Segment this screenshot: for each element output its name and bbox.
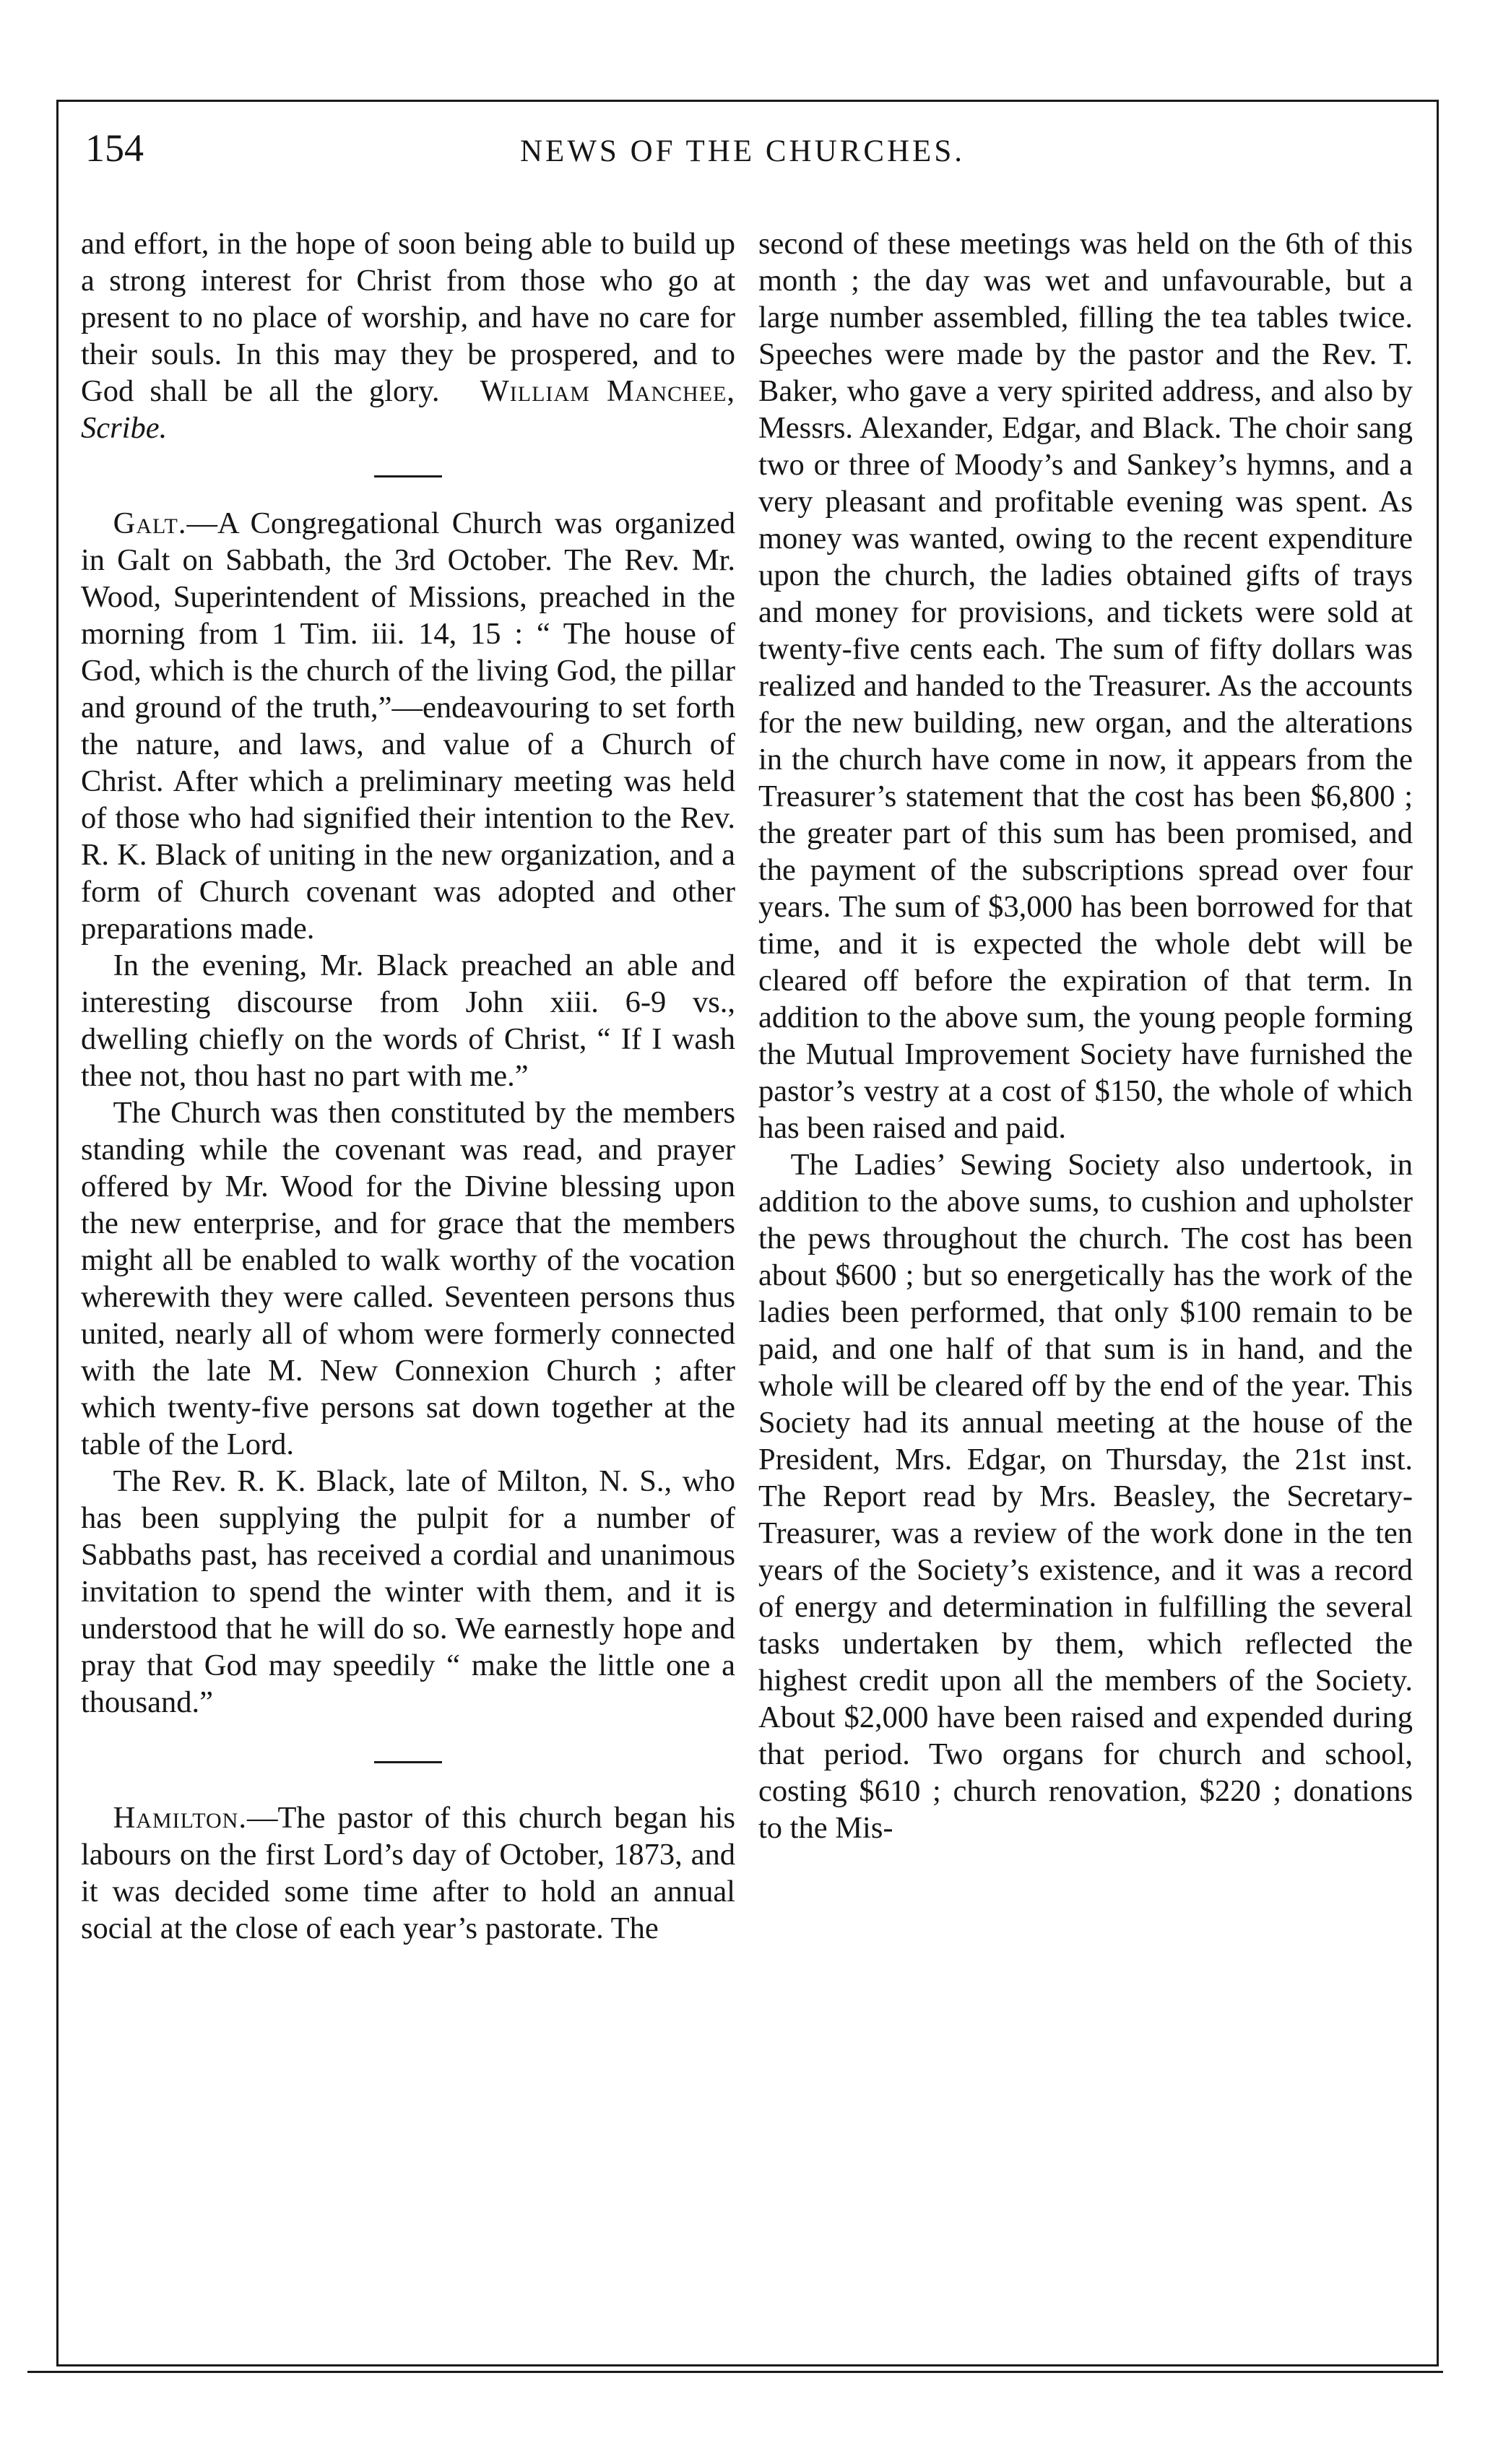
section-divider xyxy=(374,1761,442,1763)
page-number: 154 xyxy=(85,126,144,170)
galt-heading: Galt. xyxy=(113,506,187,540)
hamilton-paragraph-1 xyxy=(81,1799,735,1947)
bottom-rule xyxy=(27,2371,1443,2373)
galt-text-1: —A Congregational Church was organized in Galt on Sabbath, the 3rd October. The Rev. Mr. Wood, Superintendent of Missions, preached in the morning from 1 Tim. iii. 14, 15 : “ The house of God, which is the church of the living God, the pillar and ground of the truth,”—endeavouring to set forth the nature, and laws, and value of a Church of Christ. After which a preliminary meeting was held of those who had signified their intention to the Rev. R. K. Black of uniting in the new organization, and a form of Church covenant was adopted and other preparations made. xyxy=(81,506,735,946)
signature-role: Scribe. xyxy=(81,411,168,445)
hamilton-paragraph-2: second of these meetings was held on the 6th of this month ; the day was wet and unfavourable, but a large number assembled, filling the tea tables twice. Speeches were made by the pastor and the Rev. T. Baker, who gave a very spirited address, and also by Messrs. Alexander, Edgar, and Black. The choir sang two or three of Moody’s and Sankey’s hymns, and a very pleasant and profitable evening was spent. As money was wanted, owing to the recent expenditure upon the church, the ladies obtained gifts of trays and money for provisions, and tickets were sold at twenty-five cents each. The sum of fifty dollars was realized and handed to the Treasurer. As the accounts for the new building, new organ, and the alterations in the church have come in now, it appears from the Treasurer’s statement that the cost has been $6,800 ; the greater part of this sum has been promised, and the payment of the subscriptions spread over four years. The sum of $3,000 has been borrowed for that time, and it is expected the whole debt will be cleared off before the expiration of that term. In addition to the above sum, the young people forming the Mutual Improvement Society have furnished the pastor’s vestry at a cost of $150, the whole of which has been raised and paid. xyxy=(758,227,1413,1145)
signature-name: William Manchee, xyxy=(480,374,735,408)
galt-paragraph-2: In the evening, Mr. Black preached an able and interesting discourse from John xiii. 6-9 vs., dwelling chiefly on the words of Christ, “ If I wash thee not, thou hast no part with me.” xyxy=(81,948,735,1093)
section-divider xyxy=(374,475,442,477)
galt-paragraph-3: The Church was then constituted by the members standing while the covenant was read, and prayer offered by Mr. Wood for the Divine blessing upon the new enterprise, and for grace that the members might all be enabled to walk worthy of the vocation wherewith they were called. Seventeen persons thus united, nearly all of whom were formerly connected with the late M. New Connexion Church ; after which twenty-five persons sat down together at the table of the Lord. xyxy=(81,1096,735,1461)
continuation-paragraph xyxy=(81,225,735,446)
right-column xyxy=(758,225,1413,1846)
left-column xyxy=(81,225,735,1947)
continuation-text: and effort, in the hope of soon being able to build up a strong interest for Christ from those who go at present to no place of worship, and have no care for their souls. In this may they be prospered, and to God shall be all the glory. xyxy=(81,227,735,408)
galt-paragraph-4: The Rev. R. K. Black, late of Milton, N. S., who has been supplying the pulpit for a number of Sabbaths past, has received a cordial and unanimous invitation to spend the winter with them, and it is understood that he will do so. We earnestly hope and pray that God may speedily “ make the little one a thousand.” xyxy=(81,1464,735,1719)
hamilton-text-1: —The pastor of this church began his labours on the first Lord’s day of October, 1873, and it was decided some time after to hold an annual social at the close of each year’s pastorate. The xyxy=(81,1801,735,1945)
running-title: NEWS OF THE CHURCHES. xyxy=(520,134,965,168)
hamilton-paragraph-3: The Ladies’ Sewing Society also undertook, in addition to the above sums, to cushion and upholster the pews throughout the church. The cost has been about $600 ; but so energetically has the work of the ladies been performed, that only $100 remain to be paid, and one half of that sum is in hand, and the whole will be cleared off by the end of the year. This Society had its annual meeting at the house of the President, Mrs. Edgar, on Thursday, the 21st inst. The Report read by Mrs. Beasley, the Secretary-Treasurer, was a review of the work done in the ten years of the Society’s existence, and it was a record of energy and determination in fulfilling the several tasks undertaken by them, which reflected the highest credit upon all the members of the Society. About $2,000 have been raised and expended during that period. Two organs for church and school, costing $610 ; church renovation, $220 ; donations to the Mis- xyxy=(758,1148,1413,1845)
galt-paragraph-1 xyxy=(81,505,735,947)
hamilton-heading: Hamilton. xyxy=(113,1801,247,1835)
